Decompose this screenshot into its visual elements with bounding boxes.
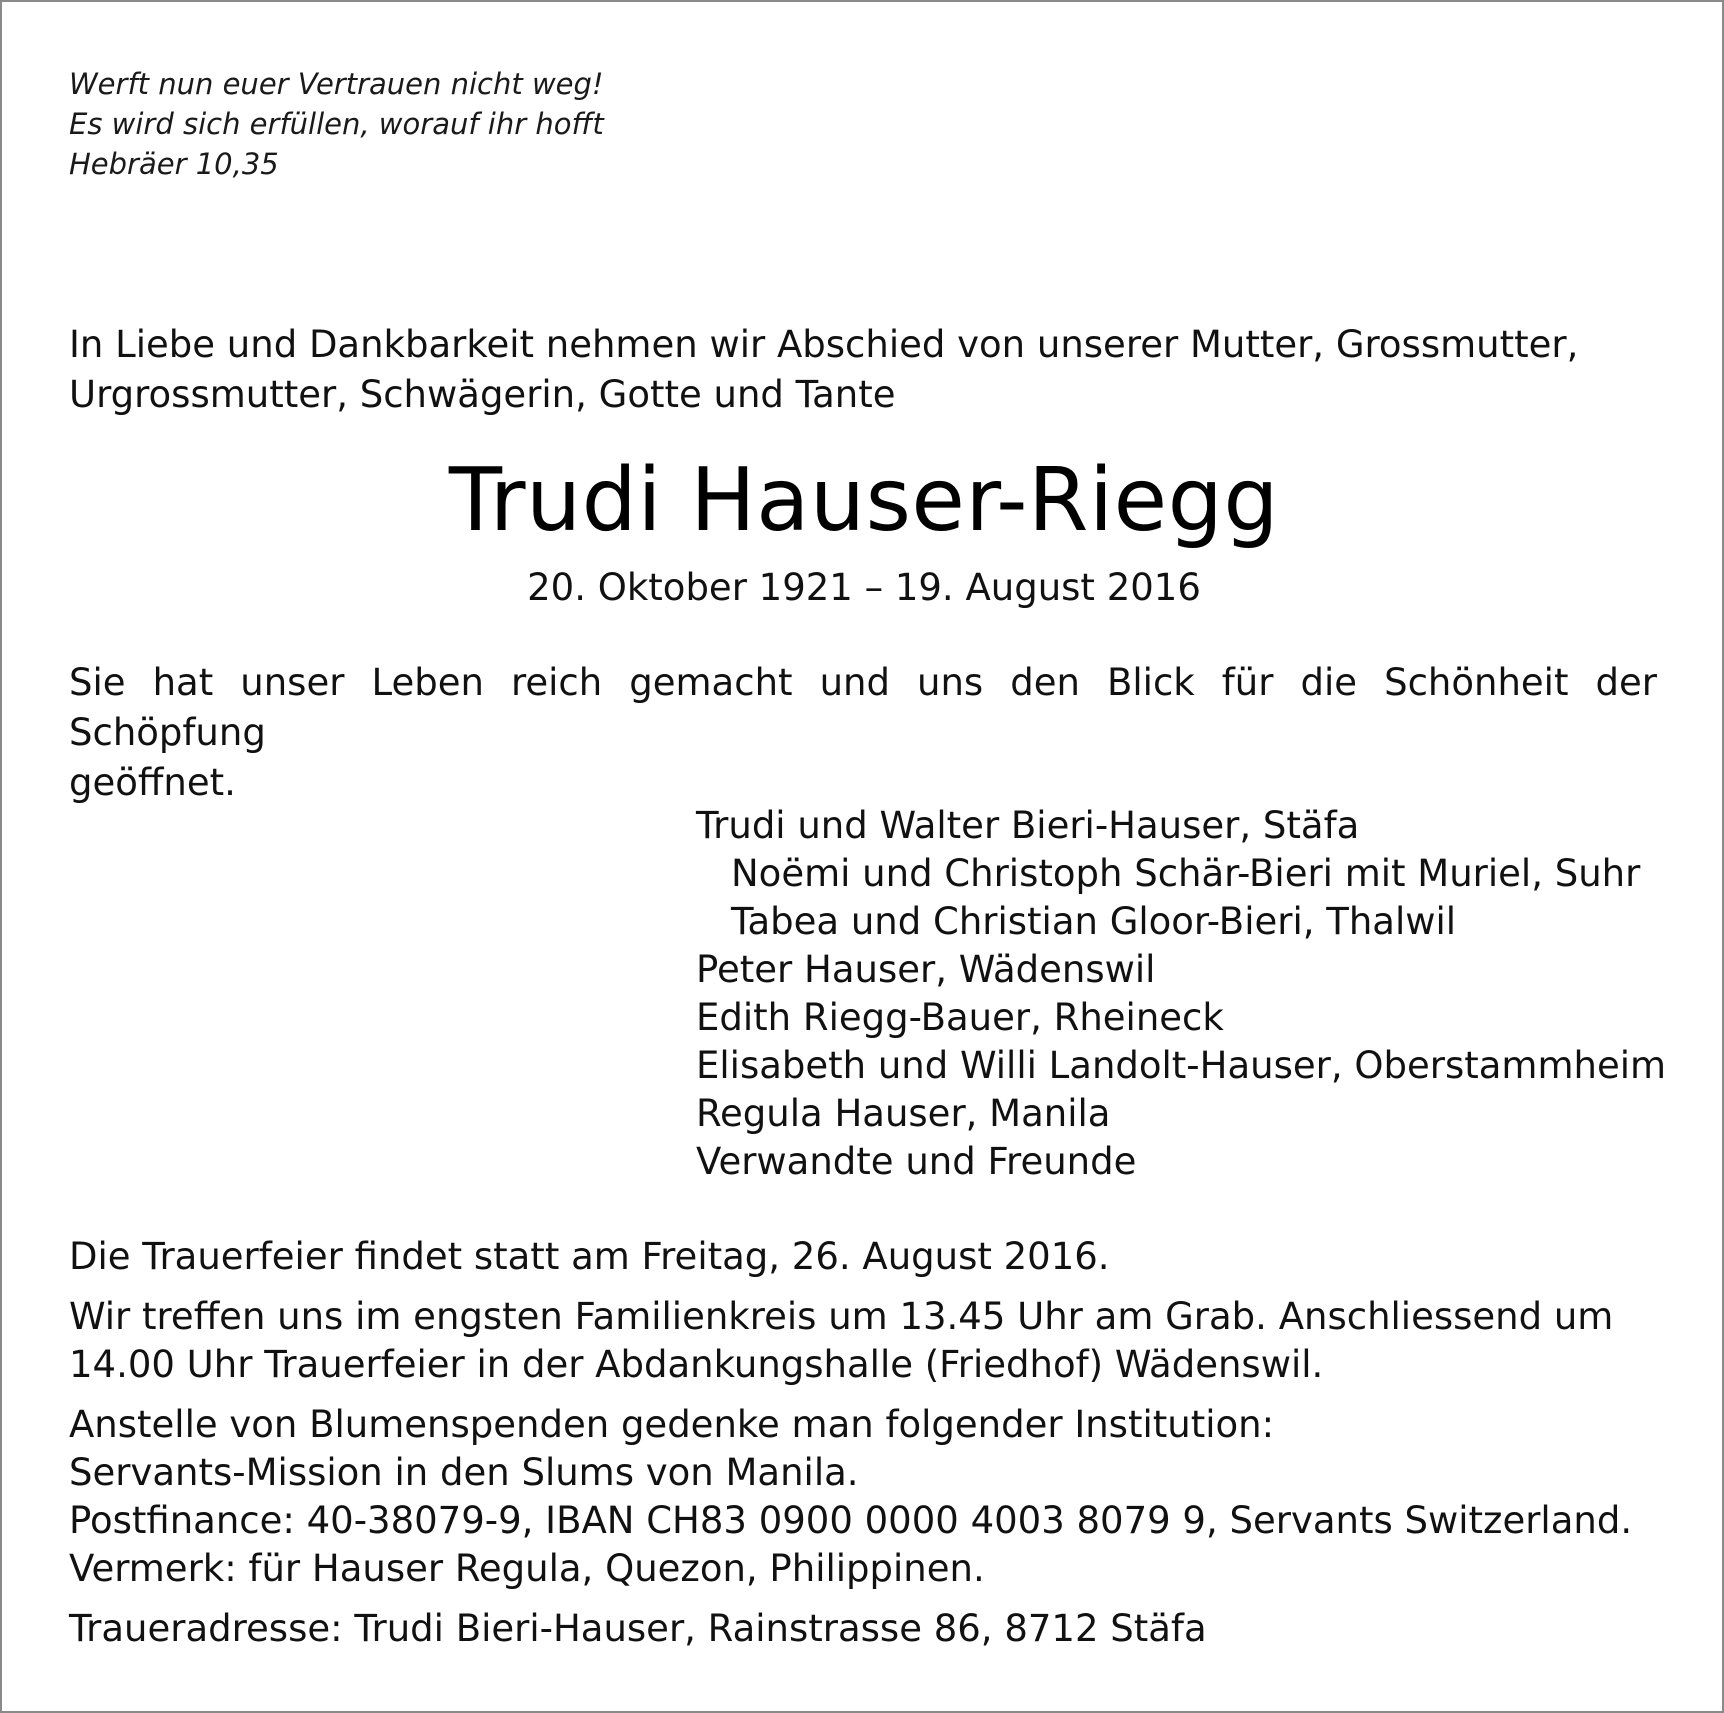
- donation-line-2: Servants-Mission in den Slums von Manila.: [69, 1451, 859, 1494]
- tribute-line-2: geöffnet.: [69, 761, 236, 804]
- tribute-line-1: Sie hat unser Leben reich gemacht und uns den Blick für die Schönheit der Schöpfung: [69, 661, 1657, 754]
- life-dates: 20. Oktober 1921 – 19. August 2016: [527, 566, 1201, 609]
- donation-line-1: Anstelle von Blumenspenden gedenke man folgender Institution:: [69, 1403, 1275, 1446]
- bible-verse: [69, 64, 604, 184]
- mourners-list: [696, 802, 1666, 1186]
- mourner-entry: Noëmi und Christoph Schär-Bieri mit Muriel, Suhr: [731, 852, 1641, 895]
- mourner-entry: Verwandte und Freunde: [696, 1140, 1137, 1183]
- intro-line-2: Urgrossmutter, Schwägerin, Gotte und Tante: [69, 373, 896, 416]
- mourner-entry: Regula Hauser, Manila: [696, 1092, 1111, 1135]
- deceased-name: Trudi Hauser-Riegg: [448, 449, 1280, 551]
- mourner-entry: Tabea und Christian Gloor-Bieri, Thalwil: [731, 900, 1457, 943]
- mourner-entry: Trudi und Walter Bieri-Hauser, Stäfa: [696, 804, 1360, 847]
- verse-reference: Hebräer 10,35: [69, 147, 279, 181]
- donation-line-3: Postfinance: 40-38079-9, IBAN CH83 0900 0000 4003 8079 9, Servants Switzerland.: [69, 1499, 1633, 1542]
- ceremony-details-line-2: 14.00 Uhr Trauerfeier in der Abdankungshalle (Friedhof) Wädenswil.: [69, 1343, 1324, 1386]
- mourner-entry: Elisabeth und Willi Landolt-Hauser, Oberstammheim: [696, 1044, 1667, 1087]
- intro-line-1: In Liebe und Dankbarkeit nehmen wir Abschied von unserer Mutter, Grossmutter,: [69, 323, 1579, 366]
- ceremony-date: Die Trauerfeier findet statt am Freitag, 26. August 2016.: [69, 1235, 1110, 1278]
- mourning-address: Traueradresse: Trudi Bieri-Hauser, Rainstrasse 86, 8712 Stäfa: [69, 1607, 1207, 1650]
- tribute-paragraph: [69, 658, 1657, 808]
- mourner-entry: Edith Riegg-Bauer, Rheineck: [696, 996, 1224, 1039]
- ceremony-details-line-1: Wir treffen uns im engsten Familienkreis um 13.45 Uhr am Grab. Anschliessend um: [69, 1295, 1614, 1338]
- donation-line-4: Vermerk: für Hauser Regula, Quezon, Philippinen.: [69, 1547, 985, 1590]
- intro-paragraph: [69, 320, 1657, 420]
- ceremony-details: [69, 1293, 1657, 1389]
- mourner-entry: Peter Hauser, Wädenswil: [696, 948, 1156, 991]
- verse-line-1: Werft nun euer Vertrauen nicht weg!: [69, 67, 604, 101]
- donation-info: [69, 1401, 1657, 1593]
- verse-line-2: Es wird sich erfüllen, worauf ihr hofft: [69, 107, 604, 141]
